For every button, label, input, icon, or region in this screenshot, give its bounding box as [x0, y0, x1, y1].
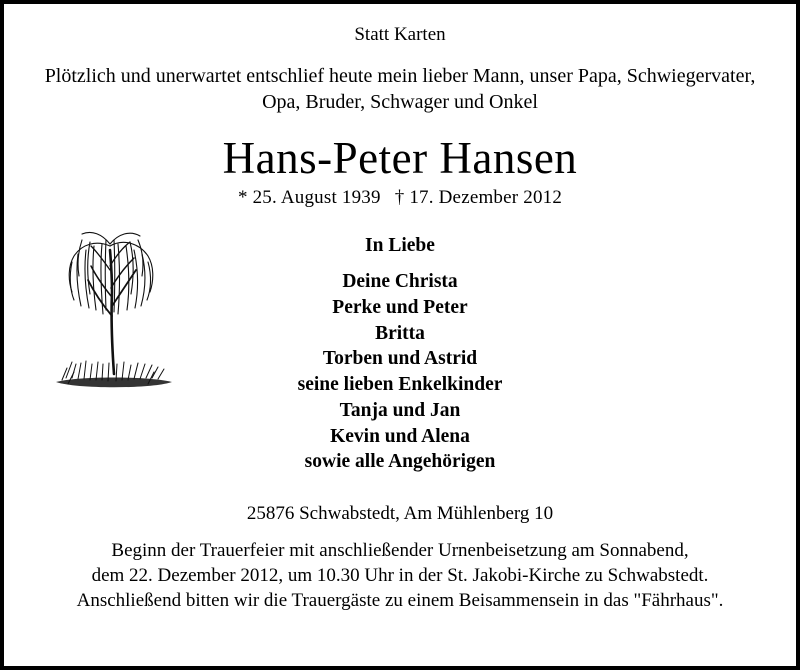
deceased-name: Hans-Peter Hansen [222, 132, 578, 183]
weeping-willow-icon [48, 196, 183, 401]
family-line-3: Britta [375, 322, 425, 344]
service-line-2: dem 22. Dezember 2012, um 10.30 Uhr in der St. Jakobi-Kirche zu Schwabstedt. [91, 565, 709, 587]
intro-text [32, 63, 768, 116]
service-details [28, 538, 772, 613]
family-line-2: Perke und Peter [332, 296, 468, 318]
statt-karten-heading: Statt Karten [354, 24, 446, 45]
service-line-3: Anschließend bitten wir die Trauergäste zu einem Beisammensein in das "Fährhaus". [76, 590, 724, 612]
family-line-4: Torben und Astrid [322, 348, 478, 370]
address-line: 25876 Schwabstedt, Am Mühlenberg 10 [246, 502, 554, 524]
intro-line-2: Opa, Bruder, Schwager und Onkel [262, 91, 538, 114]
family-line-8: sowie alle Angehörigen [304, 451, 496, 473]
intro-line-1: Plötzlich und unerwartet entschlief heute mein lieber Mann, unser Papa, Schwiegervater, [44, 65, 756, 88]
birth-date: * 25. August 1939 [237, 187, 381, 209]
family-line-5: seine lieben Enkelkinder [297, 374, 503, 396]
family-line-7: Kevin und Alena [330, 425, 470, 447]
family-heading: In Liebe [365, 235, 435, 257]
family-line-6: Tanja und Jan [339, 399, 461, 421]
service-line-1: Beginn der Trauerfeier mit anschließender Urnenbeisetzung am Sonnabend, [111, 540, 689, 562]
death-date: † 17. Dezember 2012 [394, 187, 563, 209]
family-line-1: Deine Christa [342, 271, 458, 293]
